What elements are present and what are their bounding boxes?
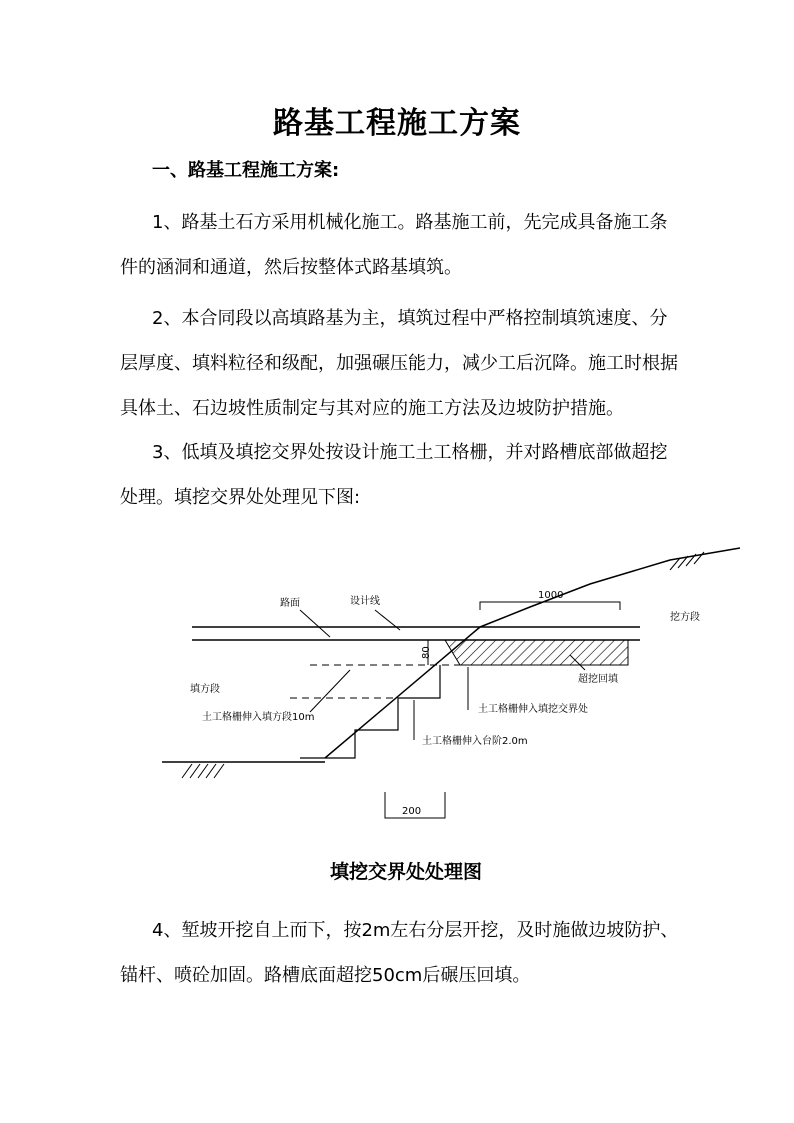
diagram-caption: 填挖交界处处理图 — [330, 861, 483, 883]
section-heading: 一、路基工程施工方案: — [152, 160, 340, 181]
ground-left-hatch — [182, 764, 224, 778]
label-fill-section: 填方段 — [190, 684, 220, 695]
label-geogrid-step: 土工格栅伸入台阶2.0m — [422, 736, 528, 747]
cut-slope-line — [480, 548, 740, 627]
paragraph-3: 3、低填及填挖交界处按设计施工土工格栅，并对路槽底部做超挖处理。填挖交界处处理见下图: — [120, 442, 668, 508]
label-geogrid-fill: 土工格栅伸入填方段10m — [202, 712, 315, 723]
fill-cut-junction-diagram — [150, 540, 750, 885]
label-geogrid-junction: 土工格栅伸入填挖交界处 — [478, 704, 588, 715]
label-cut-section: 挖方段 — [670, 612, 700, 623]
backfill-hatch — [445, 640, 628, 665]
label-1000: 1000 — [538, 590, 564, 601]
label-design-line: 设计线 — [350, 596, 380, 607]
label-pavement: 路面 — [280, 598, 300, 609]
label-80: 80 — [421, 646, 432, 659]
page-title: 路基工程施工方案 — [273, 106, 521, 141]
leader-pavement — [300, 610, 330, 637]
leader-fill — [310, 670, 350, 712]
label-backfill: 超挖回填 — [578, 674, 618, 685]
paragraph-1: 1、路基土石方采用机械化施工。路基施工前，先完成具备施工条件的涵洞和通道，然后按整体式路基填筑。 — [120, 212, 668, 278]
dim-1000-line — [480, 602, 620, 610]
paragraph-2: 2、本合同段以高填路基为主，填筑过程中严格控制填筑速度、分层厚度、填料粒径和级配，加强碾压能力，减少工后沉降。施工时根据具体土、石边坡性质制定与其对应的施工方法及边坡防护措施。 — [120, 308, 678, 419]
label-200: 200 — [402, 806, 422, 817]
paragraph-4: 4、堑坡开挖自上而下，按2m左右分层开挖，及时施做边坡防护、锚杆、喷砼加固。路槽底面超挖50cm后碾压回填。 — [120, 920, 679, 986]
